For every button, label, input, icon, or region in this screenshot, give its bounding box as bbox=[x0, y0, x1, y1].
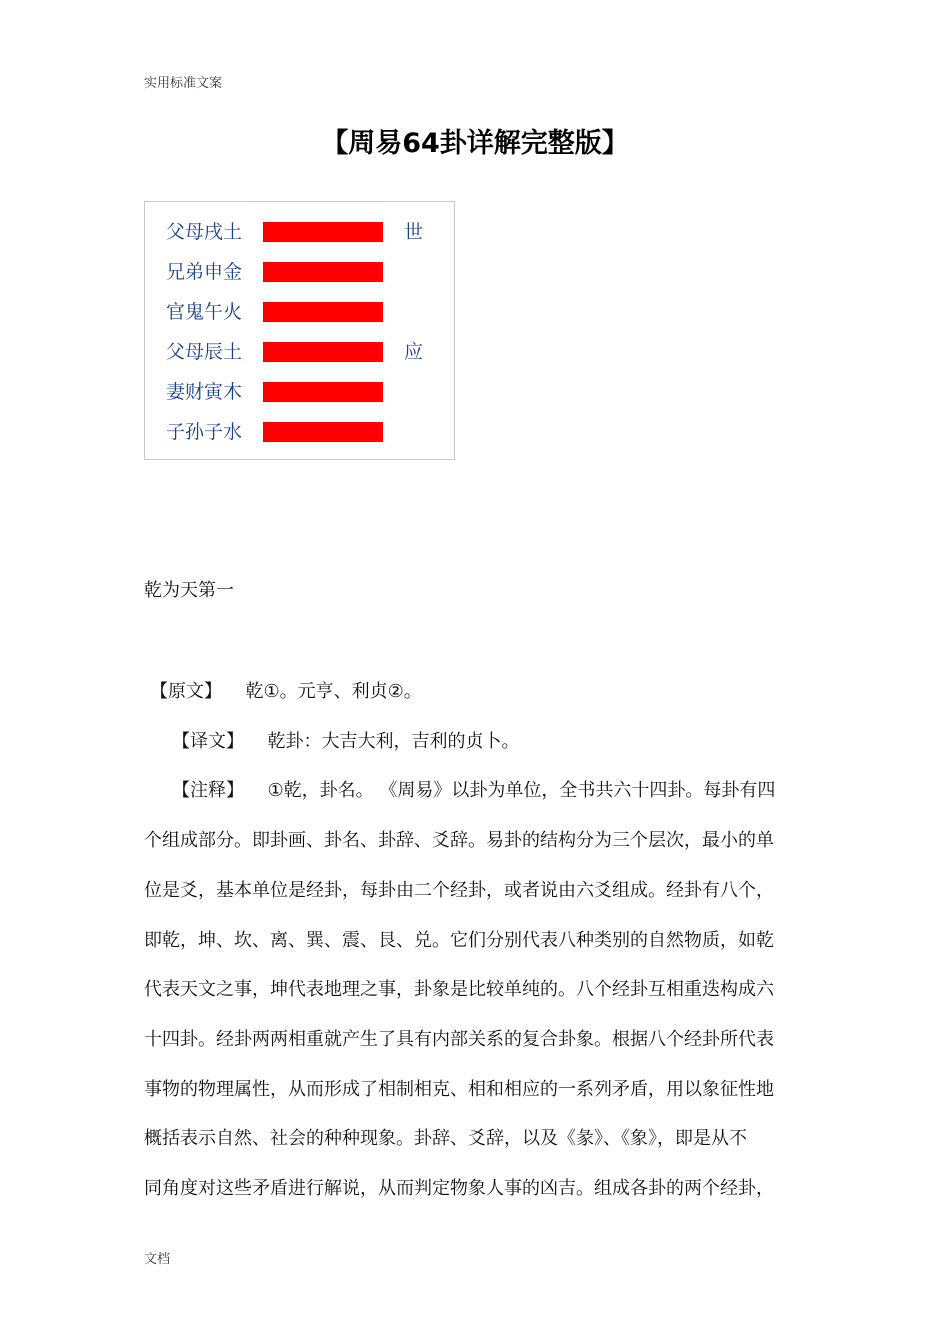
translation-label: 【译文】 bbox=[172, 731, 244, 752]
notes-line: 同角度对这些矛盾进行解说，从而判定物象人事的凶吉。组成各卦的两个经卦， bbox=[144, 1178, 774, 1199]
hexagram-line-label: 妻财寅木 bbox=[166, 381, 243, 403]
yang-line-bar bbox=[263, 302, 383, 322]
yang-line-bar bbox=[263, 342, 383, 362]
document-title: 【周易64卦详解完整版】 bbox=[321, 128, 629, 159]
hexagram-line bbox=[145, 260, 454, 284]
hexagram-line-mark: 世 bbox=[404, 221, 424, 243]
notes-line: 位是爻，基本单位是经卦，每卦由二个经卦，或者说由六爻组成。经卦有八个， bbox=[144, 880, 774, 901]
translation-text: 乾卦：大吉大利，吉利的贞卜。 bbox=[267, 731, 520, 752]
notes-label: 【注释】 bbox=[172, 780, 244, 801]
notes-line: 个组成部分。即卦画、卦名、卦辞、爻辞。易卦的结构分为三个层次，最小的单 bbox=[144, 830, 774, 851]
hexagram-line bbox=[145, 220, 454, 244]
hexagram-line bbox=[145, 420, 454, 444]
translation-paragraph bbox=[172, 727, 519, 753]
yang-line-bar bbox=[263, 262, 383, 282]
hexagram-line bbox=[145, 340, 454, 364]
page-footer: 文档 bbox=[144, 1252, 171, 1267]
notes-line: 概括表示自然、社会的种种现象。卦辞、爻辞，以及《彖》、《象》，即是从不 bbox=[144, 1128, 747, 1149]
original-text: 乾①。元亨、利贞②。 bbox=[245, 681, 422, 702]
hexagram-line-label: 父母辰土 bbox=[166, 341, 243, 363]
notes-line: 代表天文之事，坤代表地理之事，卦象是比较单纯的。八个经卦互相重迭构成六 bbox=[144, 979, 774, 1000]
hexagram-line bbox=[145, 380, 454, 404]
hexagram-line-label: 子孙子水 bbox=[166, 421, 243, 443]
original-paragraph bbox=[150, 677, 422, 703]
notes-line: 事物的物理属性，从而形成了相制相克、相和相应的一系列矛盾，用以象征性地 bbox=[144, 1079, 774, 1100]
hexagram-line bbox=[145, 300, 454, 324]
yang-line-bar bbox=[263, 382, 383, 402]
notes-first-line bbox=[172, 776, 775, 802]
yang-line-bar bbox=[263, 422, 383, 442]
hexagram-diagram bbox=[144, 201, 455, 460]
yang-line-bar bbox=[263, 222, 383, 242]
notes-line: ①乾，卦名。 《周易》以卦为单位，全书共六十四卦。每卦有四 bbox=[267, 780, 776, 801]
notes-line: 即乾，坤、坎、离、巽、震、艮、兑。它们分别代表八种类别的自然物质，如乾 bbox=[144, 930, 774, 951]
original-label: 【原文】 bbox=[150, 681, 222, 702]
hexagram-line-label: 兄弟申金 bbox=[166, 261, 243, 283]
hexagram-line-mark: 应 bbox=[404, 341, 424, 363]
section-title: 乾为天第一 bbox=[144, 580, 234, 601]
notes-line: 十四卦。经卦两两相重就产生了具有内部关系的复合卦象。根据八个经卦所代表 bbox=[144, 1029, 774, 1050]
page-header: 实用标准文案 bbox=[144, 76, 223, 91]
hexagram-line-label: 官鬼午火 bbox=[166, 301, 243, 323]
hexagram-line-label: 父母戌土 bbox=[166, 221, 243, 243]
